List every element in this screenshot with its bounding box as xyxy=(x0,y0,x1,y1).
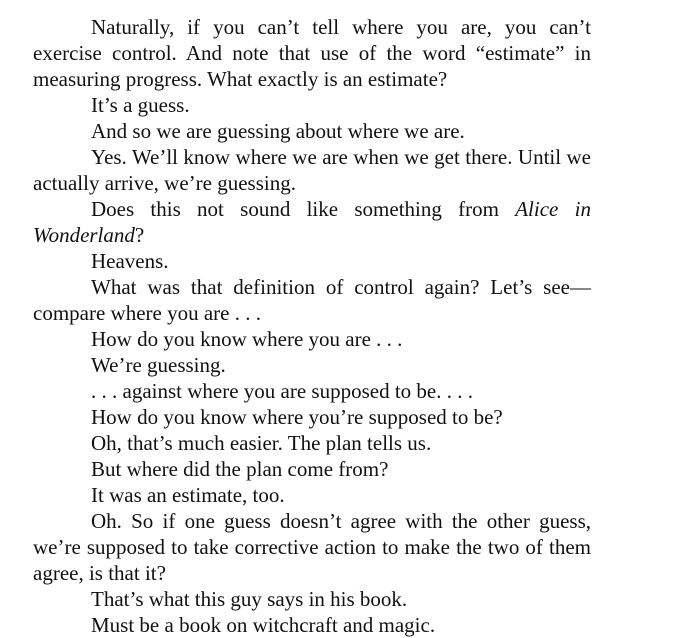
paragraph-10: . . . against where you are supposed to be. . . . xyxy=(91,379,473,403)
paragraph-17: Must be a book on witchcraft and magic. xyxy=(91,613,436,637)
partially-visible-line xyxy=(33,0,591,14)
paragraph-7: What was that definition of control again? Let’s see—compare where you are . . . xyxy=(33,275,591,325)
paragraph-3: And so we are guessing about where we are. xyxy=(91,119,465,143)
dialogue-text xyxy=(33,0,591,638)
paragraph-1: Naturally, if you can’t tell where you are, you can’t exercise control. And note that use of the word “estimate” in measuring progress. What exactly is an estimate? xyxy=(33,15,591,91)
paragraph-5-after: ? xyxy=(134,223,145,247)
paragraph-16: That’s what this guy says in his book. xyxy=(91,587,408,611)
paragraph-2: It’s a guess. xyxy=(91,93,190,117)
paragraph-9: We’re guessing. xyxy=(91,353,226,377)
paragraph-5-before: Does this not sound like something from xyxy=(91,197,516,221)
paragraph-14: It was an estimate, too. xyxy=(91,483,285,507)
paragraph-15: Oh. So if one guess doesn’t agree with the other guess, we’re supposed to take corrective action to make the two of them agree, is that it? xyxy=(33,509,591,585)
book-title-italic: Alice in Wonderland xyxy=(33,197,591,247)
paragraph-8: How do you know where you are . . . xyxy=(91,327,403,351)
paragraph-5 xyxy=(33,196,591,248)
paragraph-6: Heavens. xyxy=(91,249,169,273)
paragraph-12: Oh, that’s much easier. The plan tells us. xyxy=(91,431,432,455)
paragraph-13: But where did the plan come from? xyxy=(91,457,389,481)
paragraph-11: How do you know where you’re supposed to be? xyxy=(91,405,503,429)
paragraph-4: Yes. We’ll know where we are when we get there. Until we actually arrive, we’re guessing. xyxy=(33,145,591,195)
